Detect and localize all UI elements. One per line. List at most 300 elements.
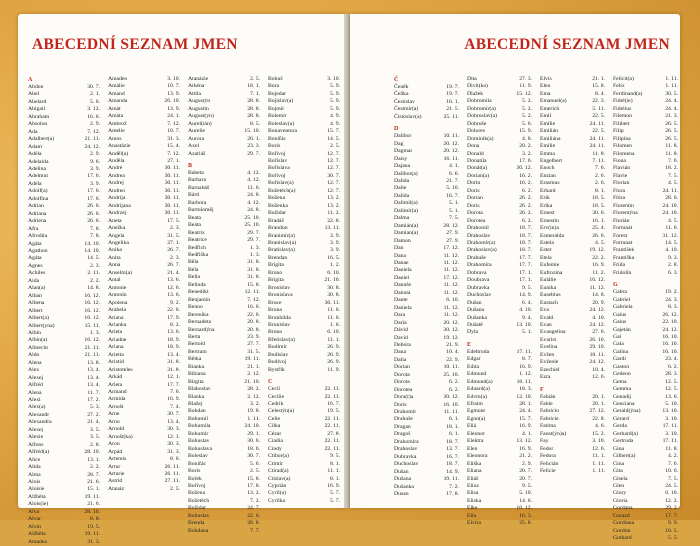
name-text: Daniela xyxy=(394,304,412,311)
name-text: Afrodita xyxy=(28,233,48,240)
name-entry xyxy=(540,121,611,128)
name-entry xyxy=(188,192,266,199)
name-date: 27. 1. xyxy=(167,239,180,246)
name-text: Arnold xyxy=(108,426,125,433)
name-entry xyxy=(108,382,186,389)
name-entry xyxy=(28,91,106,98)
name-date: 6. 3. xyxy=(668,269,678,276)
name-entry xyxy=(394,461,465,468)
name-text: Barnabáš xyxy=(188,184,210,191)
name-entry xyxy=(394,469,465,476)
name-entry xyxy=(108,195,186,202)
name-entry xyxy=(540,438,611,445)
name-entry xyxy=(28,300,106,307)
name-date: 22. 2. xyxy=(592,254,605,261)
name-date: 23. 4. xyxy=(665,356,678,363)
name-date: 20. 1. xyxy=(592,401,605,408)
name-text: David xyxy=(394,334,408,341)
letter-heading: C xyxy=(268,379,273,386)
name-date: 7. 6. xyxy=(668,157,678,164)
name-text: Fortunát xyxy=(613,225,633,232)
name-entry xyxy=(108,464,186,471)
name-entry xyxy=(268,386,346,393)
name-text: Albín xyxy=(28,329,41,336)
name-entry xyxy=(28,159,106,166)
name-text: Dorian xyxy=(467,195,483,202)
name-entry xyxy=(268,461,346,468)
name-date: 5. 7. xyxy=(330,497,340,504)
name-text: Debora xyxy=(394,341,411,348)
name-date: 12. 1. xyxy=(167,433,180,440)
letter-heading: A xyxy=(28,77,33,83)
name-date: 16. 6. xyxy=(247,304,260,311)
name-date: 5. 9. xyxy=(330,105,340,112)
name-entry xyxy=(108,411,186,418)
name-text: Glen xyxy=(613,483,625,490)
name-date: 12. 7. xyxy=(327,157,340,164)
name-date: 3. 10. xyxy=(592,438,605,445)
name-entry xyxy=(613,528,684,535)
name-date: 17. 6. xyxy=(519,157,532,164)
name-entry xyxy=(394,260,465,267)
name-entry xyxy=(188,312,266,319)
letter-heading: D xyxy=(394,126,399,133)
name-entry xyxy=(613,513,684,520)
name-date: 11. 6. xyxy=(327,314,340,321)
name-date: 9. 5. xyxy=(522,284,532,291)
name-text: Alena xyxy=(28,359,42,366)
name-entry xyxy=(28,516,106,523)
name-date: 3. 2. xyxy=(522,150,532,157)
name-entry xyxy=(467,83,538,90)
name-text: Arne xyxy=(108,411,120,418)
name-date: 11. 9. xyxy=(519,83,532,90)
name-entry xyxy=(268,292,346,299)
name-date: 13. 4. xyxy=(87,367,100,374)
name-date: 21. 4. xyxy=(87,419,100,426)
name-date: 5. 1. xyxy=(522,329,532,336)
name-text: Aida xyxy=(28,277,40,284)
name-text: Dorian xyxy=(394,364,410,371)
name-date: 10. 4. xyxy=(592,366,605,373)
name-date: 30. 7. xyxy=(247,453,260,460)
name-date: 2. 3. xyxy=(170,225,180,232)
name-entry xyxy=(613,461,684,468)
name-text: Eusebius xyxy=(540,292,561,299)
name-text: Arianka xyxy=(108,321,127,328)
name-entry xyxy=(540,453,611,460)
name-date: 29. 10. xyxy=(589,344,605,351)
name-text: Estela xyxy=(540,239,554,246)
name-date: 20. 12. xyxy=(443,140,459,147)
name-entry xyxy=(467,113,538,120)
name-text: Fedor xyxy=(540,445,554,452)
name-entry xyxy=(540,158,611,165)
name-date: 16. 1. xyxy=(446,98,459,105)
name-date: 22. 11. xyxy=(324,415,340,422)
name-entry xyxy=(28,367,106,374)
name-entry xyxy=(467,520,538,527)
name-entry xyxy=(108,76,186,83)
name-date: 11. 11. xyxy=(443,409,459,416)
name-text: Gilbert(a) xyxy=(613,453,636,460)
name-entry xyxy=(467,364,538,371)
name-text: Alvin xyxy=(28,523,41,530)
name-entry xyxy=(268,423,346,430)
name-entry xyxy=(28,360,106,367)
name-date: 21. 3. xyxy=(665,113,678,120)
name-entry xyxy=(108,456,186,463)
name-date: 17. 8. xyxy=(446,491,459,498)
name-entry xyxy=(28,203,106,210)
name-text: Dagmar xyxy=(394,148,413,155)
name-date: 17. 8. xyxy=(247,483,260,490)
name-date: 12. 7. xyxy=(327,187,340,194)
name-date: 10. 12. xyxy=(589,277,605,284)
name-date: 15. 9. xyxy=(519,128,532,135)
name-text: Dalie xyxy=(394,185,407,192)
name-entry xyxy=(540,307,611,314)
name-text: Bertold xyxy=(188,341,206,348)
name-text: Eleonora xyxy=(467,453,488,460)
name-entry xyxy=(188,379,266,386)
name-entry xyxy=(613,408,684,415)
name-entry xyxy=(188,297,266,304)
name-entry xyxy=(540,367,611,374)
name-text: Filibert xyxy=(613,120,630,127)
name-text: Barbara xyxy=(188,177,206,184)
name-text: Anselm(a) xyxy=(108,269,133,276)
name-date: 6. 10. xyxy=(327,269,340,276)
name-text: Alvar xyxy=(28,516,41,523)
name-date: 30. 12. xyxy=(443,327,459,334)
name-entry xyxy=(613,128,684,135)
name-entry xyxy=(268,270,346,277)
name-entry xyxy=(108,270,186,277)
name-entry xyxy=(394,267,465,274)
name-text: Emílie xyxy=(540,120,556,127)
name-date: 9. 2. xyxy=(170,299,180,306)
name-date: 16. 7. xyxy=(327,401,340,408)
name-date: 21. 11. xyxy=(84,352,100,359)
name-text: Dalma xyxy=(394,215,410,222)
name-date: 5. 1. xyxy=(449,200,459,207)
name-entry xyxy=(467,218,538,225)
name-entry xyxy=(540,270,611,277)
name-text: Anežka xyxy=(108,225,126,232)
name-entry xyxy=(394,133,465,140)
name-text: Ctirad(a) xyxy=(268,468,289,475)
name-date: 1. 3. xyxy=(250,251,260,258)
name-entry xyxy=(613,520,684,527)
name-text: Ada xyxy=(28,128,38,135)
name-entry xyxy=(467,165,538,172)
name-entry xyxy=(394,439,465,446)
name-date: 6. 2. xyxy=(522,217,532,224)
name-text: Bernadeta xyxy=(188,319,212,326)
name-date: 15. 8. xyxy=(592,83,605,90)
name-date: 17. 7. xyxy=(167,381,180,388)
name-entry xyxy=(467,270,538,277)
name-date: 27. 9. xyxy=(446,230,459,237)
name-date: 2. 3. xyxy=(170,254,180,261)
name-date: 9. 6. xyxy=(90,158,100,165)
name-date: 7. 11. xyxy=(592,157,605,164)
name-date: 11. 1. xyxy=(327,468,340,475)
name-date: 16. 7. xyxy=(446,192,459,199)
name-text: Donatila xyxy=(467,157,487,164)
name-text: Cyril(a) xyxy=(268,490,287,497)
name-entry xyxy=(108,165,186,172)
name-date: 31. 12. xyxy=(662,232,678,239)
name-date: 19. 11. xyxy=(84,493,100,500)
name-date: 31. 8. xyxy=(167,366,180,373)
name-text: Gerhard(a) xyxy=(613,430,638,437)
name-text: Evald xyxy=(540,314,554,321)
name-date: 4. 12. xyxy=(247,177,260,184)
name-date: 11. 8. xyxy=(665,150,678,157)
name-date: 18. 5. xyxy=(592,195,605,202)
name-date: 22. 5. xyxy=(592,113,605,120)
name-text: Erhard xyxy=(540,187,556,194)
name-entry xyxy=(268,83,346,90)
name-date: 18. 5. xyxy=(592,202,605,209)
name-text: Dušana xyxy=(394,476,412,483)
name-entry xyxy=(467,476,538,483)
name-entry xyxy=(467,483,538,490)
name-text: Filipína xyxy=(613,135,631,142)
name-text: Duchoslav xyxy=(467,292,492,299)
name-text: Anděl(a) xyxy=(108,150,129,157)
name-date: 26. 7. xyxy=(167,247,180,254)
name-date: 21. 1. xyxy=(592,76,605,82)
name-text: Albert(yna) xyxy=(28,322,55,329)
name-date: 22. 6. xyxy=(247,311,260,318)
name-text: Drahomíra xyxy=(467,262,492,269)
name-text: Genciana xyxy=(613,401,635,408)
name-text: Gerald(ýna) xyxy=(613,408,641,415)
name-date: 20. 7. xyxy=(519,475,532,482)
name-date: 14. 9. xyxy=(519,292,532,299)
name-entry xyxy=(467,91,538,98)
name-entry xyxy=(108,419,186,426)
name-date: 22. 3. xyxy=(592,98,605,105)
name-date: 18. 9. xyxy=(167,344,180,351)
name-text: Gerard xyxy=(613,415,629,422)
name-text: Bruna xyxy=(268,307,282,314)
name-entry xyxy=(394,253,465,260)
name-date: 16. 2. xyxy=(519,172,532,179)
name-date: 16. 9. xyxy=(327,483,340,490)
name-text: Dragoš xyxy=(394,431,411,438)
name-text: Fortunat xyxy=(613,239,633,246)
name-text: Adelina xyxy=(28,165,47,172)
name-date: 25. 10. xyxy=(244,214,260,221)
name-entry xyxy=(188,222,266,229)
name-entry xyxy=(394,290,465,297)
name-text: Faust(ýn)a) xyxy=(540,430,567,437)
name-date: 24. 10. xyxy=(662,202,678,209)
name-date: 26. 6. xyxy=(87,218,100,225)
name-date: 11. 1. xyxy=(327,336,340,343)
name-entry xyxy=(268,498,346,505)
name-text: Daniel xyxy=(394,274,410,281)
name-text: Filemon xyxy=(613,113,632,120)
name-text: Augustin xyxy=(188,105,209,112)
name-text: Enoch xyxy=(540,165,555,172)
name-entry xyxy=(394,305,465,312)
name-date: 16. 10. xyxy=(662,348,678,355)
name-entry xyxy=(188,401,266,408)
name-entry xyxy=(540,277,611,284)
name-text: Dalida xyxy=(394,192,410,199)
name-date: 24. 11. xyxy=(589,135,605,142)
name-entry xyxy=(108,292,186,299)
name-date: 3. 9. xyxy=(90,165,100,172)
name-entry xyxy=(467,255,538,262)
name-entry xyxy=(28,121,106,128)
name-entry xyxy=(28,457,106,464)
name-entry xyxy=(28,136,106,143)
name-date: 7. 12. xyxy=(167,120,180,127)
name-entry xyxy=(188,177,266,184)
name-text: Gaius xyxy=(613,319,627,326)
name-text: Adrian xyxy=(28,203,44,210)
name-date: 30. 5. xyxy=(665,90,678,97)
name-entry xyxy=(108,307,186,314)
name-entry xyxy=(394,431,465,438)
name-date: 6. 2. xyxy=(522,187,532,194)
name-entry xyxy=(394,91,465,98)
name-entry xyxy=(188,274,266,281)
name-date: 11. 6. xyxy=(327,307,340,314)
name-date: 2. 8. xyxy=(90,441,100,448)
name-text: Gemma xyxy=(613,386,632,393)
name-entry xyxy=(394,335,465,342)
name-text: Berta xyxy=(188,333,201,340)
name-date: 18. 7. xyxy=(519,239,532,246)
name-entry xyxy=(268,165,346,172)
name-date: 21. 10. xyxy=(324,277,340,284)
name-date: 13. 11. xyxy=(324,225,340,232)
letter-heading: F xyxy=(540,386,544,393)
name-date: 7. 5. xyxy=(668,475,678,482)
name-text: Dora(t)a xyxy=(394,394,414,401)
name-entry xyxy=(28,99,106,106)
name-date: 18. 7. xyxy=(519,247,532,254)
name-text: Alban xyxy=(28,292,42,299)
name-text: Eva xyxy=(540,307,549,314)
name-entry xyxy=(188,349,266,356)
name-date: 13. 10. xyxy=(662,408,678,415)
name-entry xyxy=(108,322,186,329)
name-text: Elke xyxy=(467,505,478,512)
name-entry xyxy=(467,225,538,232)
name-entry xyxy=(613,151,684,158)
name-entry xyxy=(467,143,538,150)
name-date: 28. 3. xyxy=(665,371,678,378)
name-text: Alžběta xyxy=(28,531,46,538)
name-entry xyxy=(540,344,611,351)
name-date: 11. 12. xyxy=(443,259,459,266)
name-date: 12. 7. xyxy=(327,180,340,187)
name-text: Adelaida xyxy=(28,158,49,165)
name-entry xyxy=(613,416,684,423)
name-entry xyxy=(108,83,186,90)
name-date: 30. 11. xyxy=(164,165,180,172)
name-date: 11. 12. xyxy=(443,304,459,311)
name-entry xyxy=(108,98,186,105)
name-date: 2. 5. xyxy=(250,468,260,475)
name-text: Brunislav xyxy=(268,321,291,328)
name-entry xyxy=(613,476,684,483)
name-text: Flora xyxy=(613,187,626,194)
name-date: 12. 1. xyxy=(167,374,180,381)
name-text: Běla xyxy=(188,259,199,266)
name-text: Dorian(a) xyxy=(467,172,490,179)
name-text: Gina xyxy=(613,445,625,452)
name-entry xyxy=(108,158,186,165)
name-entry xyxy=(613,379,684,386)
name-date: 21. 6. xyxy=(87,479,100,486)
name-entry xyxy=(188,386,266,393)
name-text: Adriena xyxy=(28,218,47,225)
name-text: Doris xyxy=(467,187,480,194)
name-text: Aron xyxy=(108,441,120,448)
name-date: 7. 5. xyxy=(668,172,678,179)
name-text: Emil xyxy=(540,113,552,120)
name-date: 20. 2. xyxy=(519,143,532,150)
name-text: Aristid xyxy=(108,359,124,366)
name-text: Bojislav(a) xyxy=(268,98,294,105)
name-date: 14. 5. xyxy=(665,239,678,246)
name-date: 30. 7. xyxy=(87,84,100,90)
name-entry xyxy=(188,334,266,341)
name-date: 14. 6. xyxy=(519,497,532,504)
name-date: 5. 10. xyxy=(665,401,678,408)
name-date: 13. 4. xyxy=(167,418,180,425)
name-date: 14. 5. xyxy=(327,135,340,142)
name-entry xyxy=(108,285,186,292)
name-entry xyxy=(188,200,266,207)
name-text: Erika xyxy=(540,202,553,209)
name-date: 11. 6. xyxy=(665,225,678,232)
name-text: Dante xyxy=(394,297,408,304)
name-text: Celestýn(a) xyxy=(268,408,295,415)
name-date: 16. 9. xyxy=(167,396,180,403)
name-text: Andrija xyxy=(108,195,126,202)
name-column xyxy=(613,76,684,543)
name-date: 30. 7. xyxy=(327,172,340,179)
letter-heading: Č xyxy=(394,77,399,83)
name-text: Adalbert(a) xyxy=(28,136,55,143)
name-entry xyxy=(188,252,266,259)
name-text: Gaius xyxy=(613,311,627,318)
name-date: 21. 4. xyxy=(167,269,180,276)
name-text: Bohuš xyxy=(268,76,283,82)
name-text: Bořislav xyxy=(268,157,288,164)
name-text: Artur xyxy=(108,463,121,470)
name-date: 15. 4. xyxy=(167,143,180,150)
name-date: 23. 3. xyxy=(247,143,260,150)
name-text: Felicit(a) xyxy=(613,76,634,82)
name-date: 6. 10. xyxy=(327,329,340,336)
name-text: Dorota xyxy=(394,371,410,378)
name-text: Bořislav(a) xyxy=(268,180,294,187)
name-date: 5. 1. xyxy=(449,207,459,214)
name-entry xyxy=(268,352,346,359)
name-entry xyxy=(28,531,106,538)
